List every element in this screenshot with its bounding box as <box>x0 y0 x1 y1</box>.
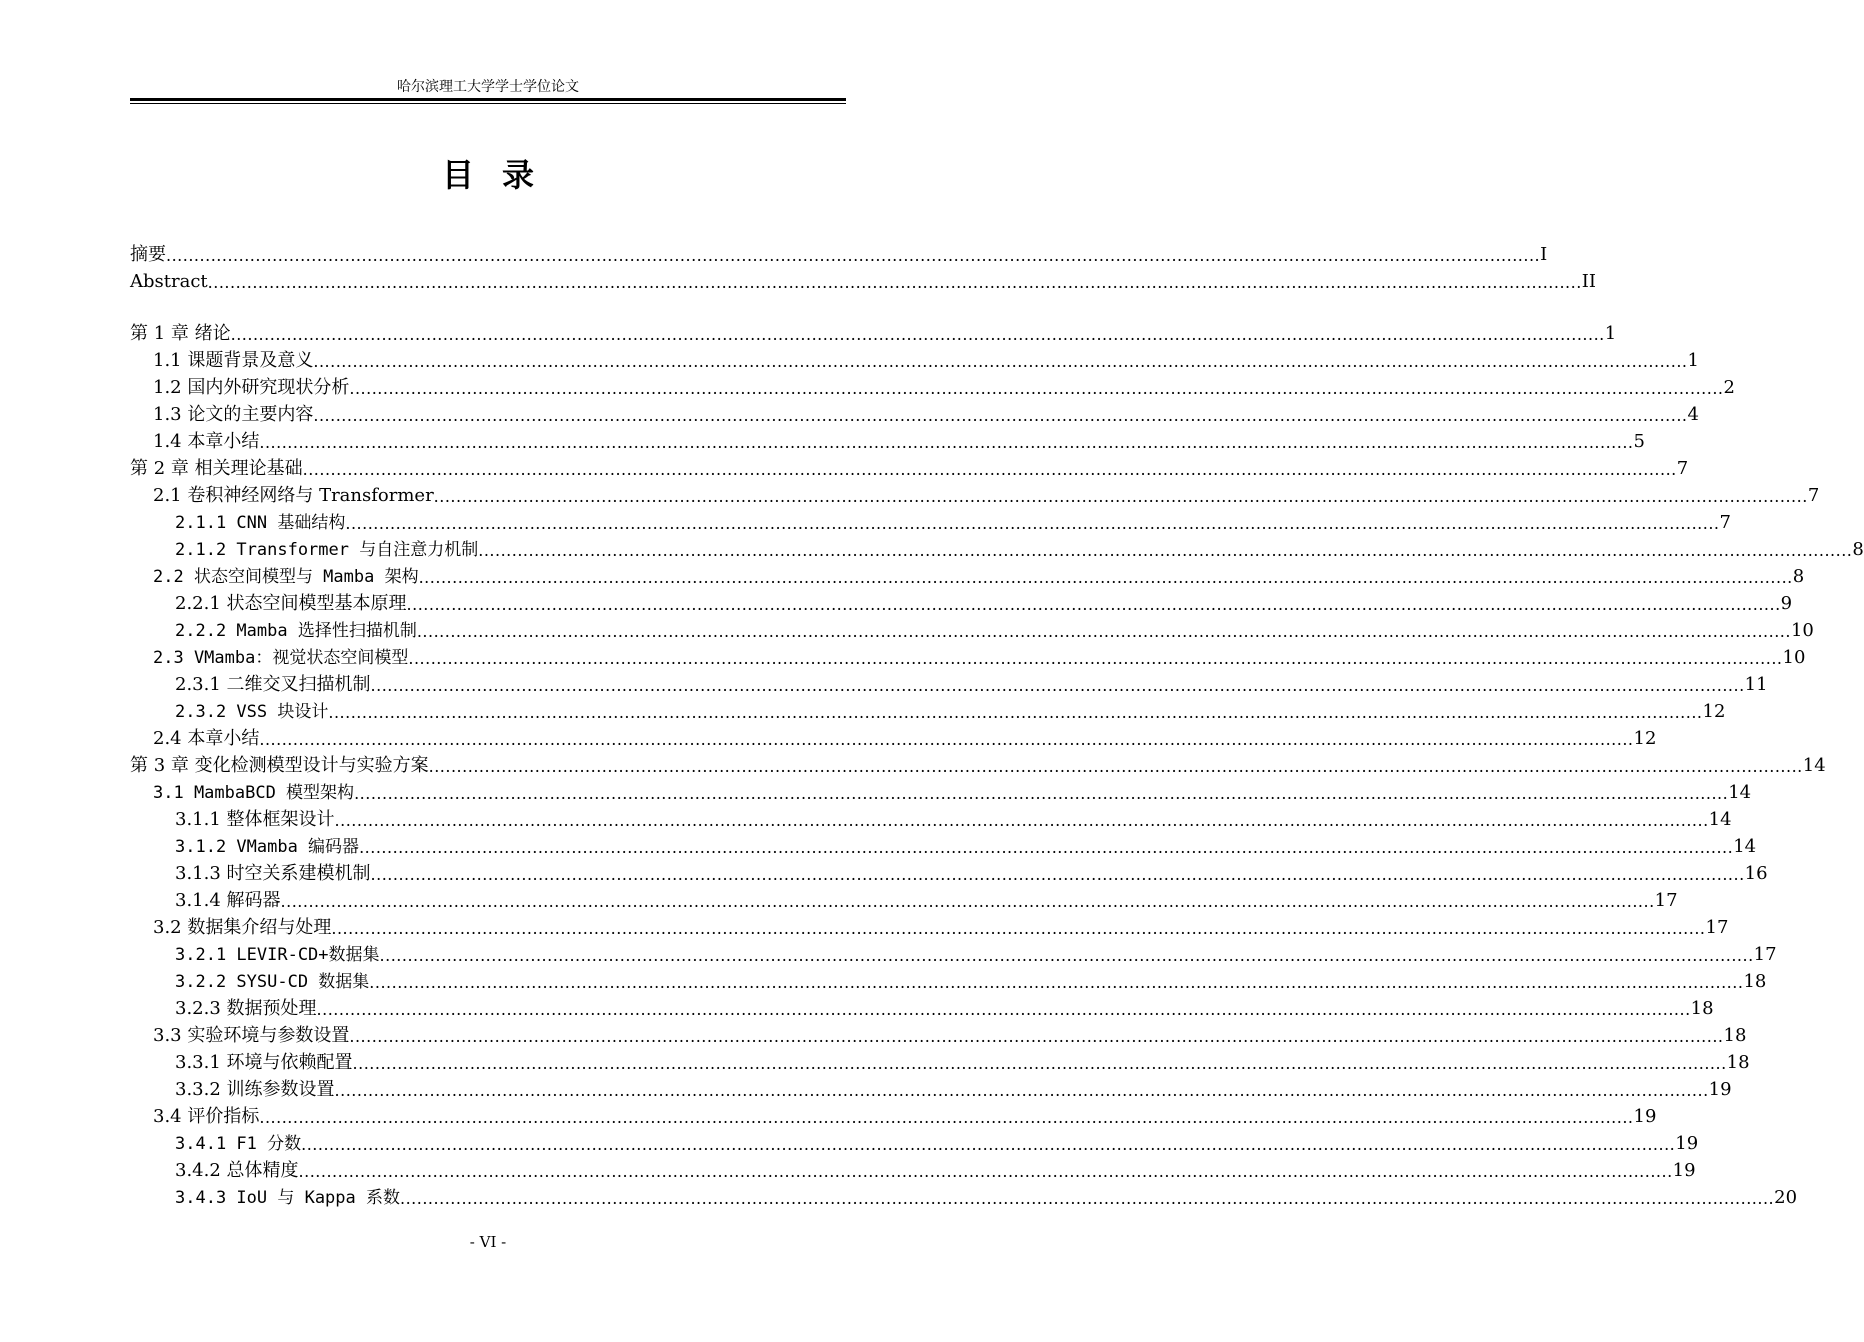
toc-entry-page: 8 <box>1792 566 1805 587</box>
toc-entry[interactable] <box>175 508 1731 534</box>
toc-entry-label: 1.3 论文的主要内容 <box>153 404 314 425</box>
dot-leader: ...................................................................................................................................................................................................................................................... <box>379 946 1754 965</box>
toc-entry-page: 19 <box>1672 1160 1696 1181</box>
dot-leader: ...................................................................................................................................................................................................................................................... <box>280 892 1655 911</box>
dot-leader: ...................................................................................................................................................................................................................................................... <box>313 352 1688 371</box>
dot-leader: ...................................................................................................................................................................................................................................................... <box>416 622 1791 641</box>
toc-entry-label: 3.1.1 整体框架设计 <box>175 809 335 830</box>
dot-leader: ...................................................................................................................................................................................................................................................... <box>400 1189 1775 1208</box>
toc-entry-page: 4 <box>1687 404 1699 425</box>
toc-entry-label: 2.1 卷积神经网络与 Transformer <box>153 485 434 506</box>
page-number-footer: - VI - <box>469 1233 507 1251</box>
toc-entry-label: 3.2.1 LEVIR-CD+数据集 <box>175 945 380 965</box>
toc-entry[interactable] <box>175 616 1814 642</box>
toc-entry[interactable] <box>175 1183 1798 1209</box>
toc-entry[interactable] <box>175 1075 1732 1101</box>
dot-leader: ...................................................................................................................................................................................................................................................... <box>406 595 1781 614</box>
dot-leader: ...................................................................................................................................................................................................................................................... <box>349 1027 1724 1046</box>
toc-entry[interactable] <box>153 346 1699 372</box>
toc-entry-label: 3.4.1 F1 分数 <box>175 1134 302 1154</box>
toc-entry-label: 3.1 MambaBCD 模型架构 <box>153 783 355 803</box>
toc-entry-label: 2.1.1 CNN 基础结构 <box>175 513 346 533</box>
toc-entry[interactable] <box>153 913 1729 939</box>
toc-entry-label: 1.4 本章小结 <box>153 431 260 452</box>
toc-entry[interactable] <box>175 994 1714 1020</box>
toc-entry-label: 3.2 数据集介绍与处理 <box>153 917 332 938</box>
toc-entry[interactable] <box>153 481 1820 507</box>
toc-entry-label: 3.3.2 训练参数设置 <box>175 1079 335 1100</box>
dot-leader: ...................................................................................................................................................................................................................................................... <box>408 649 1783 668</box>
toc-entry-page: 19 <box>1708 1079 1732 1100</box>
running-header: 哈尔滨理工大学学士学位论文 <box>397 79 579 95</box>
dot-leader: ...................................................................................................................................................................................................................................................... <box>331 919 1706 938</box>
toc-entry-label: 3.1.4 解码器 <box>175 890 281 911</box>
toc-entry-label: 2.2.2 Mamba 选择性扫描机制 <box>175 621 417 641</box>
toc-entry-page: 7 <box>1676 458 1689 479</box>
dot-leader: ...................................................................................................................................................................................................................................................... <box>352 1054 1727 1073</box>
dot-leader: ...................................................................................................................................................................................................................................................... <box>359 838 1734 857</box>
toc-entry-page: 18 <box>1743 971 1767 992</box>
toc-entry[interactable] <box>175 589 1793 615</box>
toc-entry[interactable] <box>175 967 1767 993</box>
toc-entry-label: 第 1 章 绪论 <box>130 323 231 344</box>
toc-entry-page: II <box>1581 271 1597 292</box>
toc-entry-label: 2.4 本章小结 <box>153 728 260 749</box>
toc-entry-page: 17 <box>1654 890 1678 911</box>
toc-entry-label: 3.3.1 环境与依赖配置 <box>175 1052 353 1073</box>
toc-entry-page: 18 <box>1723 1025 1747 1046</box>
dot-leader: ...................................................................................................................................................................................................................................................... <box>349 379 1724 398</box>
toc-entry-page: 12 <box>1702 701 1726 722</box>
dot-leader: ...................................................................................................................................................................................................................................................... <box>428 757 1803 776</box>
toc-entry[interactable] <box>153 1021 1747 1047</box>
toc-entry[interactable] <box>130 319 1617 345</box>
toc-entry-page: 2 <box>1723 377 1735 398</box>
dot-leader: ...................................................................................................................................................................................................................................................... <box>259 1108 1634 1127</box>
dot-leader: ...................................................................................................................................................................................................................................................... <box>166 246 1541 265</box>
dot-leader: ...................................................................................................................................................................................................................................................... <box>313 406 1688 425</box>
dot-leader: ...................................................................................................................................................................................................................................................... <box>259 433 1634 452</box>
toc-entry-page: 7 <box>1807 485 1820 506</box>
toc-entry-label: 3.3 实验环境与参数设置 <box>153 1025 350 1046</box>
toc-entry[interactable] <box>175 1048 1750 1074</box>
toc-entry-page: 17 <box>1705 917 1729 938</box>
toc-entry[interactable] <box>153 373 1735 399</box>
toc-entry-page: 16 <box>1744 863 1768 884</box>
toc-entry-page: 19 <box>1675 1133 1699 1154</box>
toc-entry-page: 19 <box>1633 1106 1657 1127</box>
toc-entry-label: 第 3 章 变化检测模型设计与实验方案 <box>130 755 429 776</box>
toc-entry-label: 1.1 课题背景及意义 <box>153 350 314 371</box>
header-rule-thick <box>130 98 846 101</box>
dot-leader: ...................................................................................................................................................................................................................................................... <box>301 1135 1676 1154</box>
toc-entry-page: 12 <box>1633 728 1657 749</box>
toc-entry-label: 2.3 VMamba：视觉状态空间模型 <box>153 648 409 668</box>
toc-entry-page: 18 <box>1726 1052 1750 1073</box>
dot-leader: ...................................................................................................................................................................................................................................................... <box>328 703 1703 722</box>
toc-entry-page: 7 <box>1719 512 1731 533</box>
dot-leader: ...................................................................................................................................................................................................................................................... <box>316 1000 1691 1019</box>
toc-entry-label: 3.4.2 总体精度 <box>175 1160 299 1181</box>
toc-entry[interactable] <box>153 643 1806 669</box>
header-rule-thin <box>130 103 846 104</box>
toc-title <box>130 155 846 195</box>
dot-leader: ...................................................................................................................................................................................................................................................... <box>433 487 1808 506</box>
toc-entry[interactable] <box>153 562 1805 588</box>
toc-entry[interactable] <box>130 751 1826 777</box>
toc-entry[interactable] <box>153 778 1752 804</box>
toc-entry-label: 3.1.2 VMamba 编码器 <box>175 837 360 857</box>
toc-entry[interactable] <box>175 1156 1696 1182</box>
toc-entry-label: 2.1.2 Transformer 与自注意力机制 <box>175 540 479 560</box>
toc-title-right: 录 <box>502 156 535 194</box>
toc-entry-page: 5 <box>1633 431 1645 452</box>
toc-entry-label: 3.2.2 SYSU-CD 数据集 <box>175 972 370 992</box>
toc-entry-page: 17 <box>1753 944 1777 965</box>
toc-entry-page: 14 <box>1728 782 1752 803</box>
toc-entry-page: 14 <box>1708 809 1732 830</box>
toc-entry-label: 1.2 国内外研究现状分析 <box>153 377 350 398</box>
toc-entry-page: 9 <box>1780 593 1793 614</box>
toc-entry-page: I <box>1540 244 1548 265</box>
toc-entry[interactable] <box>175 1129 1699 1155</box>
toc-title-left: 目 <box>441 156 474 194</box>
toc-entry-label: 2.2.1 状态空间模型基本原理 <box>175 593 407 614</box>
toc-entry[interactable] <box>175 886 1678 912</box>
toc-entry-page: 20 <box>1774 1187 1798 1208</box>
toc-entry-page: 8 <box>1852 539 1864 560</box>
toc-entry-label: 3.4.3 IoU 与 Kappa 系数 <box>175 1188 400 1208</box>
dot-leader: ...................................................................................................................................................................................................................................................... <box>298 1162 1673 1181</box>
toc-entry-page: 14 <box>1802 755 1826 776</box>
dot-leader: ...................................................................................................................................................................................................................................................... <box>478 541 1853 560</box>
toc-entry-label: 2.3.2 VSS 块设计 <box>175 702 329 722</box>
toc-entry[interactable] <box>130 267 1597 293</box>
toc-entry[interactable] <box>153 427 1645 453</box>
dot-leader: ...................................................................................................................................................................................................................................................... <box>207 273 1582 292</box>
toc-entry[interactable] <box>153 1102 1657 1128</box>
dot-leader: ...................................................................................................................................................................................................................................................... <box>354 784 1729 803</box>
toc-entry[interactable] <box>153 400 1699 426</box>
toc-entry-label: 3.1.3 时空关系建模机制 <box>175 863 371 884</box>
toc-entry-page: 10 <box>1782 647 1806 668</box>
dot-leader: ...................................................................................................................................................................................................................................................... <box>345 514 1720 533</box>
dot-leader: ...................................................................................................................................................................................................................................................... <box>369 973 1744 992</box>
dot-leader: ...................................................................................................................................................................................................................................................... <box>334 1081 1709 1100</box>
toc-entry-page: 1 <box>1687 350 1699 371</box>
toc-entry[interactable] <box>175 670 1768 696</box>
dot-leader: ...................................................................................................................................................................................................................................................... <box>334 811 1709 830</box>
toc-entry-page: 11 <box>1744 674 1768 695</box>
toc-entry-label: 3.4 评价指标 <box>153 1106 260 1127</box>
toc-entry-page: 18 <box>1690 998 1714 1019</box>
toc-entry-label: 2.2 状态空间模型与 Mamba 架构 <box>153 567 419 587</box>
toc-entry[interactable] <box>175 697 1726 723</box>
toc-entry[interactable] <box>130 240 1548 266</box>
toc-entry[interactable] <box>175 940 1777 966</box>
toc-entry[interactable] <box>130 454 1689 480</box>
toc-entry[interactable] <box>175 832 1757 858</box>
toc-entry-page: 14 <box>1733 836 1757 857</box>
dot-leader: ...................................................................................................................................................................................................................................................... <box>230 325 1605 344</box>
toc-entry-page: 10 <box>1790 620 1814 641</box>
toc-entry-label: 第 2 章 相关理论基础 <box>130 458 303 479</box>
dot-leader: ...................................................................................................................................................................................................................................................... <box>259 730 1634 749</box>
toc-entry[interactable] <box>175 805 1732 831</box>
toc-entry-label: Abstract <box>130 271 208 292</box>
dot-leader: ...................................................................................................................................................................................................................................................... <box>370 865 1745 884</box>
dot-leader: ...................................................................................................................................................................................................................................................... <box>418 568 1793 587</box>
toc-entry[interactable] <box>175 859 1768 885</box>
dot-leader: ...................................................................................................................................................................................................................................................... <box>370 676 1745 695</box>
toc-entry-label: 2.3.1 二维交叉扫描机制 <box>175 674 371 695</box>
toc-entry-page: 1 <box>1604 323 1617 344</box>
toc-entry[interactable] <box>153 724 1657 750</box>
toc-entry-label: 3.2.3 数据预处理 <box>175 998 317 1019</box>
toc-entry-label: 摘要 <box>130 244 166 265</box>
toc-entry[interactable] <box>175 535 1864 561</box>
dot-leader: ...................................................................................................................................................................................................................................................... <box>302 460 1677 479</box>
